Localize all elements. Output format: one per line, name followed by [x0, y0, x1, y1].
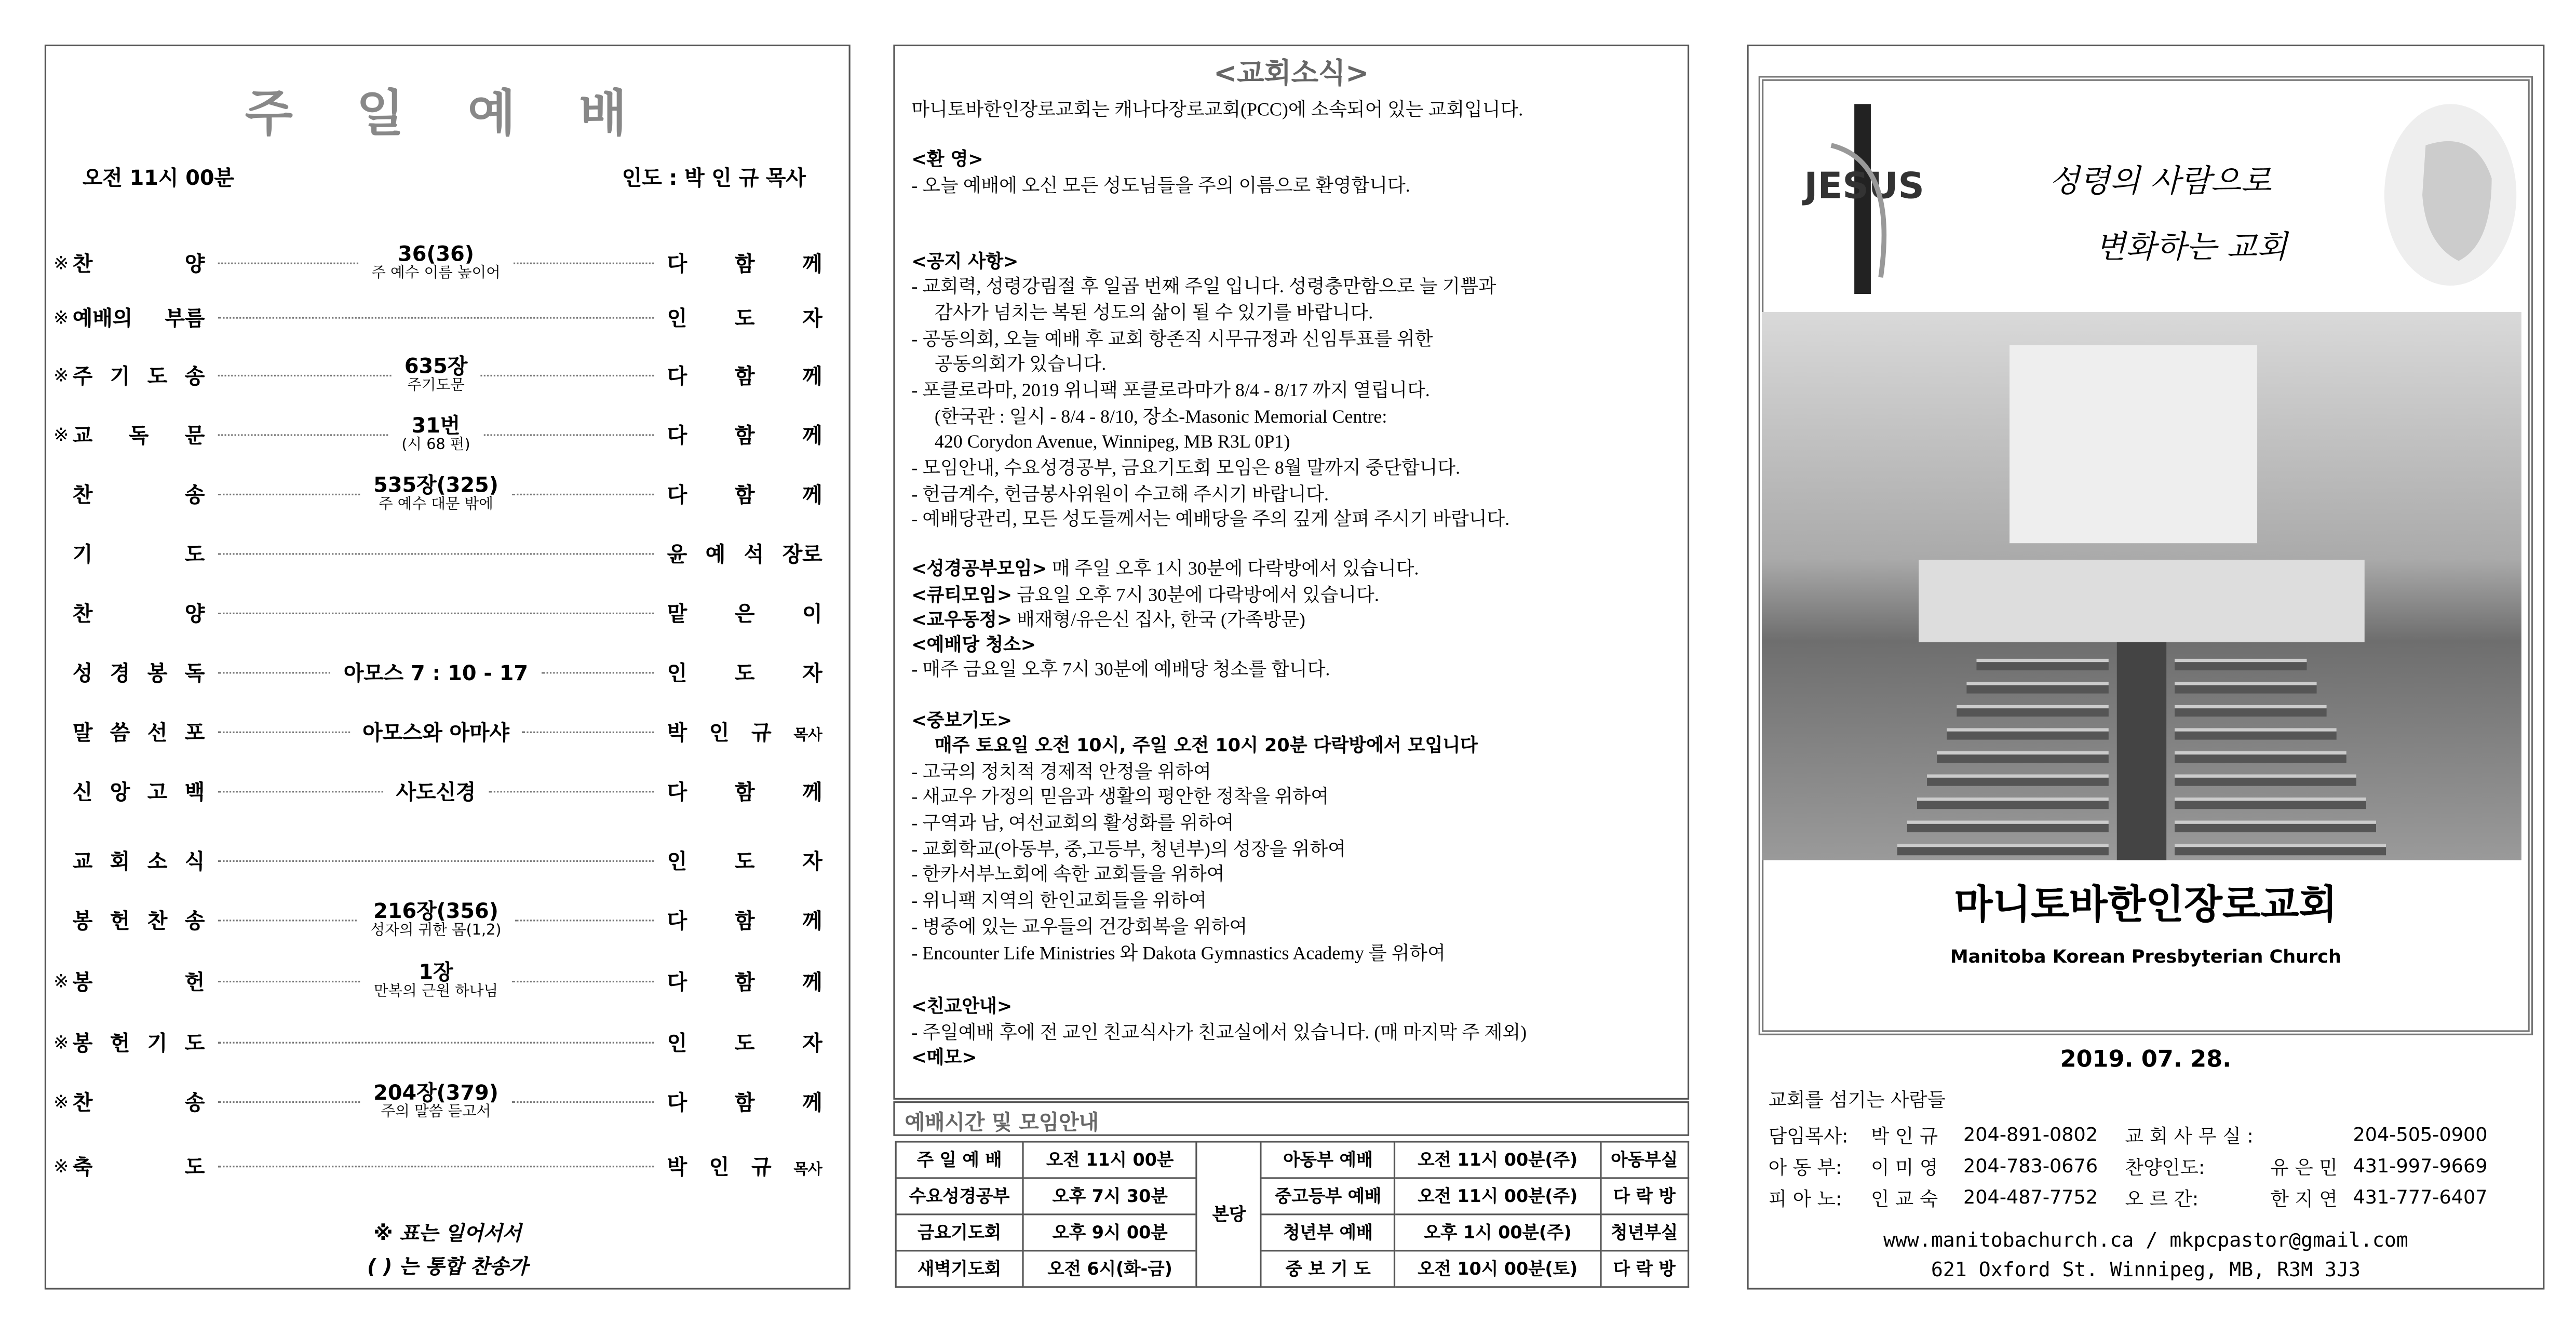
worship-item — [49, 895, 822, 944]
leader-title: 목사 — [793, 728, 822, 745]
worship-item-leader — [667, 598, 822, 627]
servants-title: 교회를 섬기는 사람들 — [1768, 1088, 1946, 1112]
servant-field: 찬양인도: — [2125, 1156, 2205, 1179]
leader-name: 다 함 께 — [667, 1089, 822, 1115]
news-line — [911, 609, 1305, 632]
schedule-name: 새벽기도회 — [896, 1251, 1023, 1287]
dotted-leader — [218, 1100, 360, 1102]
worship-item — [49, 529, 822, 578]
news-line — [911, 890, 1206, 913]
worship-item-sub: 주 예수 대문 밖에 — [379, 497, 493, 514]
schedule-name: 주 일 예 배 — [896, 1142, 1023, 1178]
dotted-leader — [218, 859, 654, 861]
leader-name: 다 함 께 — [667, 908, 822, 933]
servant-field: 담임목사: — [1768, 1124, 1849, 1148]
news-line — [935, 354, 1106, 377]
schedule-name: 수요성경공부 — [896, 1178, 1023, 1214]
schedule-dept: 청년부 예배 — [1261, 1214, 1395, 1251]
leader-name: 다 함 께 — [667, 363, 822, 388]
praying-hands-image — [2359, 96, 2516, 294]
servant-field: 204-505-0900 — [2353, 1123, 2488, 1146]
news-text: - 고국의 정치적 경제적 안정을 위하여 — [911, 763, 1211, 783]
leader-name: 박 인 규 — [667, 720, 772, 745]
news-line — [911, 251, 1018, 274]
footnote-standing: ※ 표는 일어서서 — [373, 1222, 522, 1245]
dotted-leader — [522, 731, 654, 732]
worship-item-detail — [373, 1080, 498, 1123]
pew — [1947, 728, 2109, 739]
news-text: - 공동의회, 오늘 예배 후 교회 항존직 시무규정과 신임투표를 위한 — [911, 330, 1433, 350]
news-text: - 교회력, 성령강림절 후 일곱 번째 주일 입니다. 성령충만함으로 늘 기쁨과 — [911, 277, 1496, 298]
news-text: - 한카서부노회에 속한 교회들을 위하여 — [911, 865, 1225, 885]
news-line — [911, 457, 1460, 481]
schedule-dept: 중고등부 예배 — [1261, 1178, 1395, 1214]
standing-mark-icon: ※ — [53, 306, 69, 328]
news-text: 감사가 넘치는 복된 성도의 삶이 될 수 있기를 바랍니다. — [934, 304, 1373, 324]
news-heading: <환 영> — [911, 148, 983, 170]
worship-item-leader — [667, 966, 822, 995]
schedule-room: 청년부실 — [1600, 1214, 1689, 1251]
dotted-leader — [218, 731, 349, 732]
news-text: (한국관 : 일시 - 8/4 - 8/10, 장소-Masonic Memorial Centre: — [934, 408, 1387, 428]
worship-item-leader — [667, 776, 822, 806]
dotted-leader — [218, 434, 388, 435]
news-line — [911, 99, 1523, 123]
news-line — [935, 406, 1387, 429]
schedule-title: 예배시간 및 모임안내 — [893, 1101, 1689, 1136]
standing-mark-icon: ※ — [53, 1155, 69, 1177]
news-line — [911, 863, 1224, 887]
worship-item-label: 교 회 소 식 — [72, 848, 205, 874]
slogan-line-1: 성령의 사람으로 — [2049, 163, 2272, 200]
leader-title: 목사 — [793, 1162, 822, 1179]
worship-item-sub: 성자의 귀한 몸(1,2) — [370, 923, 502, 940]
worship-item-label: 말 씀 선 포 — [72, 720, 205, 745]
worship-item-detail — [401, 413, 470, 456]
news-title: <교회소식> — [1213, 58, 1369, 91]
worship-item — [49, 835, 822, 885]
church-name: 마니토바한인장로교회 — [1954, 882, 2338, 928]
servant-field — [2271, 1123, 2353, 1149]
schedule-row — [896, 1251, 1688, 1287]
news-heading: <중보기도> — [911, 710, 1013, 732]
pew — [1927, 774, 2109, 786]
worship-item-leader — [667, 1086, 822, 1116]
schedule-time: 오전 11시 00분 — [1023, 1142, 1197, 1178]
news-line — [911, 813, 1234, 836]
schedule-dept: 아동부 예배 — [1261, 1142, 1395, 1178]
worship-item-main: 635장 — [404, 353, 468, 379]
leader-name: 인 도 자 — [667, 305, 822, 330]
worship-item-sub: 주의 말씀 듣고서 — [381, 1104, 491, 1122]
servant-row — [1769, 1123, 2527, 1149]
news-line — [911, 916, 1247, 940]
servant-row — [1769, 1154, 2527, 1181]
news-line — [935, 302, 1373, 326]
pew — [1897, 844, 2109, 855]
servant-field: 교 회 사 무 실 : — [2125, 1124, 2254, 1148]
pew — [2175, 682, 2316, 693]
worship-item-label: 찬 송 — [72, 1089, 205, 1115]
pew — [2175, 659, 2307, 670]
pew — [1917, 798, 2109, 809]
news-text: - 교회학교(아동부, 중,고등부, 청년부)의 성장을 위하여 — [911, 840, 1346, 860]
news-line — [911, 329, 1433, 352]
schedule-place: 본당 — [1197, 1142, 1261, 1287]
news-line — [911, 786, 1329, 809]
altar-platform — [1919, 560, 2365, 642]
schedule-room: 아동부실 — [1600, 1142, 1689, 1178]
worship-item — [49, 292, 822, 342]
worship-item-leader — [667, 717, 822, 746]
news-line — [911, 558, 1419, 582]
schedule-time: 오전 11시 00분(주) — [1395, 1178, 1600, 1214]
pew — [2175, 774, 2356, 786]
worship-item-leader — [667, 1027, 822, 1057]
worship-item-main: 216장(356) — [373, 898, 498, 923]
standing-mark-icon: ※ — [53, 364, 69, 386]
leader-name: 다 함 께 — [667, 969, 822, 994]
news-text: - 매주 금요일 오후 7시 30분에 예배당 청소를 합니다. — [911, 660, 1330, 681]
servant-field: 유 은 민 — [2270, 1156, 2338, 1179]
news-line — [911, 276, 1496, 299]
slogan-line-2: 변화하는 교회 — [2095, 229, 2287, 266]
worship-item-main: 36(36) — [398, 241, 475, 266]
news-line — [911, 634, 1036, 657]
worship-item — [49, 1017, 822, 1066]
news-text: - 예배당관리, 모든 성도들께서는 예배당을 주의 깊게 살펴 주시기 바랍니다. — [911, 510, 1510, 530]
worship-item-leader — [667, 905, 822, 935]
news-line — [911, 508, 1509, 532]
church-news-panel — [893, 45, 1689, 1100]
pew — [1907, 820, 2109, 832]
worship-item-leader — [667, 302, 822, 332]
dotted-leader — [218, 612, 654, 613]
worship-item-leader — [667, 1151, 822, 1180]
worship-item-sub: (시 68 편) — [401, 437, 470, 454]
news-line — [911, 761, 1211, 785]
worship-item-label: 찬 양 — [72, 251, 205, 276]
website-email[interactable]: www.manitobachurch.ca / mkpcpastor@gmail.com — [1883, 1228, 2408, 1252]
worship-item-leader — [667, 657, 822, 687]
dotted-leader — [218, 1041, 654, 1043]
news-text: - 헌금계수, 헌금봉사위원이 수고해 주시기 바랍니다. — [911, 485, 1329, 506]
servant-row — [1769, 1185, 2527, 1212]
pew — [2175, 705, 2327, 717]
worship-item-main: 31번 — [411, 413, 461, 438]
news-line — [911, 996, 1012, 1019]
schedule-name: 금요기도회 — [896, 1214, 1023, 1251]
worship-item-label: 봉 헌 찬 송 — [72, 908, 205, 933]
schedule-time: 오후 1시 00분(주) — [1395, 1214, 1600, 1251]
news-line — [911, 484, 1329, 507]
schedule-room: 다 락 방 — [1600, 1178, 1689, 1214]
worship-item-detail — [404, 354, 467, 397]
worship-item — [49, 588, 822, 637]
standing-mark-icon: ※ — [53, 1031, 69, 1053]
schedule-row — [896, 1142, 1688, 1178]
worship-item-label: 봉 헌 기 도 — [72, 1030, 205, 1056]
news-text: - 오늘 예배에 오신 모든 성도님들을 주의 이름으로 환영합니다. — [911, 177, 1410, 197]
news-line — [911, 659, 1330, 682]
news-text: 마니토바한인장로교회는 캐나다장로교회(PCC)에 소속되어 있는 교회입니다. — [911, 100, 1523, 121]
worship-item — [49, 766, 822, 816]
worship-leader: 인도 : 박 인 규 목사 — [622, 165, 806, 190]
dotted-leader — [489, 790, 654, 792]
worship-item-leader — [667, 538, 822, 568]
worship-item-leader — [667, 360, 822, 389]
servant-field: 박 인 규 — [1870, 1124, 1938, 1148]
worship-item-main: 535장(325) — [373, 472, 498, 497]
news-heading: <메모> — [911, 1047, 977, 1069]
sanctuary-photo — [1762, 312, 2521, 860]
news-text: 매 주일 오후 1시 30분에 다락방에서 있습니다. — [1047, 560, 1419, 580]
pew — [2175, 798, 2366, 809]
news-line — [911, 1022, 1527, 1045]
leader-name: 박 인 규 — [667, 1154, 772, 1179]
servant-field: 아 동 부: — [1768, 1156, 1842, 1179]
footnote-hymnal: ( ) 는 통합 찬송가 — [367, 1254, 528, 1278]
order-of-worship-panel — [45, 45, 851, 1290]
worship-title: 주 일 예 배 — [245, 86, 650, 144]
schedule-dept: 중 보 기 도 — [1261, 1251, 1395, 1287]
news-text: - 구역과 남, 여선교회의 활성화를 위하여 — [911, 814, 1234, 834]
worship-item — [49, 956, 822, 1005]
worship-item-leader — [667, 845, 822, 875]
news-text: - 모임안내, 수요성경공부, 금요기도회 모임은 8월 말까지 중단합니다. — [911, 459, 1461, 479]
worship-item-label: 교 독 문 — [72, 423, 205, 448]
worship-item-main: 아모스와 아마샤 — [362, 719, 509, 744]
schedule-time: 오전 6시(화-금) — [1023, 1251, 1197, 1287]
worship-time: 오전 11시 00분 — [83, 165, 234, 190]
schedule-row — [896, 1214, 1688, 1251]
worship-item-sub: 주 예수 이름 높이어 — [371, 265, 501, 282]
servant-field: 204-891-0802 — [1963, 1123, 2098, 1146]
pew — [1976, 659, 2108, 670]
worship-item — [49, 1141, 822, 1190]
worship-item-sub: 주기도문 — [407, 378, 465, 395]
worship-item — [49, 469, 822, 518]
dotted-leader — [218, 790, 383, 792]
dotted-leader — [218, 1165, 654, 1166]
dotted-leader — [511, 493, 654, 494]
church-name-en: Manitoba Korean Presbyterian Church — [1950, 946, 2341, 968]
logo-text: JESUS — [1804, 165, 1924, 207]
schedule-table — [895, 1141, 1690, 1288]
news-line — [911, 380, 1429, 403]
news-line — [911, 175, 1410, 198]
worship-item-sub: 만복의 근원 하나님 — [373, 984, 498, 1001]
dotted-leader — [511, 1100, 654, 1102]
worship-item-detail — [396, 778, 476, 803]
servant-field: 204-487-7752 — [1963, 1185, 2098, 1209]
news-text: - 새교우 가정의 믿음과 생활의 평안한 정착을 위하여 — [911, 787, 1329, 808]
sanctuary-wall — [2009, 345, 2257, 544]
worship-item-main: 204장(379) — [373, 1079, 498, 1105]
pew — [1966, 682, 2108, 693]
worship-item-main: 1장 — [419, 959, 453, 984]
news-line — [911, 710, 1012, 733]
dotted-leader — [218, 374, 392, 375]
news-heading: <공지 사항> — [911, 251, 1019, 273]
news-heading: 매주 토요일 오전 10시, 주일 오전 10시 20분 다락방에서 모입니다 — [934, 735, 1478, 756]
pew — [2175, 728, 2337, 739]
dotted-leader — [218, 980, 361, 981]
news-text: - 위니팩 지역의 한인교회들을 위하여 — [911, 891, 1207, 912]
servant-field: 오 르 간: — [2125, 1187, 2199, 1210]
worship-item-label: 신 앙 고 백 — [72, 779, 205, 804]
standing-mark-icon: ※ — [53, 1090, 69, 1112]
church-address: 621 Oxford St. Winnipeg, MB, R3M 3J3 — [1931, 1258, 2361, 1281]
news-heading: <큐티모임> — [911, 584, 1013, 606]
leader-name: 인 도 자 — [667, 848, 822, 874]
news-line — [911, 1047, 977, 1070]
dotted-leader — [514, 262, 654, 263]
dotted-leader — [218, 552, 654, 554]
worship-item-detail — [344, 659, 528, 684]
dotted-leader — [218, 316, 654, 318]
news-text: - 포클로라마, 2019 위니팩 포클로라마가 8/4 - 8/17 까지 열립니다. — [911, 381, 1430, 401]
leader-name: 다 함 께 — [667, 423, 822, 448]
worship-item — [49, 238, 822, 287]
worship-item-main: 사도신경 — [396, 778, 476, 804]
servant-field: 이 미 영 — [1870, 1156, 1938, 1179]
servant-field: 431-997-9669 — [2353, 1154, 2488, 1178]
leader-name: 다 함 께 — [667, 779, 822, 804]
servant-field: 인 교 숙 — [1870, 1187, 1938, 1210]
news-text: - 주일예배 후에 전 교인 친교식사가 친교실에서 있습니다. (매 마지막 주 제외) — [911, 1023, 1527, 1044]
news-text: - 병중에 있는 교우들의 건강회복을 위하여 — [911, 918, 1248, 938]
dotted-leader — [483, 434, 654, 435]
dotted-leader — [515, 919, 654, 921]
worship-item-leader — [667, 420, 822, 449]
news-heading: <예배당 청소> — [911, 634, 1036, 656]
news-heading: <친교안내> — [911, 995, 1013, 1017]
worship-item — [49, 1076, 822, 1126]
standing-mark-icon: ※ — [53, 970, 69, 992]
cover-panel — [1747, 45, 2544, 1290]
worship-item-label: 주 기 도 송 — [72, 363, 205, 388]
pew — [2175, 751, 2346, 763]
news-line — [911, 148, 983, 172]
news-line — [935, 735, 1478, 758]
dotted-leader — [218, 671, 331, 673]
standing-mark-icon: ※ — [53, 251, 69, 274]
dotted-leader — [218, 262, 358, 263]
news-text: 배재형/유은신 집사, 한국 (가족방문) — [1012, 611, 1305, 631]
news-line — [911, 839, 1346, 862]
center-aisle — [2117, 642, 2166, 860]
servant-field: 한 지 연 — [2270, 1187, 2338, 1210]
worship-item-label: 봉 헌 — [72, 969, 205, 994]
leader-name: 인 도 자 — [667, 1030, 822, 1056]
worship-item-detail — [371, 241, 500, 284]
worship-item-label: 찬 송 — [72, 482, 205, 507]
leader-name: 윤 예 석 장로 — [667, 542, 822, 566]
leader-name: 인 도 자 — [667, 660, 822, 685]
schedule-time: 오후 7시 30분 — [1023, 1178, 1197, 1214]
worship-item — [49, 410, 822, 459]
dotted-leader — [218, 919, 357, 921]
schedule-time: 오후 9시 00분 — [1023, 1214, 1197, 1251]
schedule-room: 다 락 방 — [1600, 1251, 1689, 1287]
servant-field: 204-783-0676 — [1963, 1154, 2098, 1178]
leader-name: 다 함 께 — [667, 482, 822, 507]
leader-name: 맡 은 이 — [667, 601, 822, 626]
worship-item-main: 아모스 7 : 10 - 17 — [343, 659, 529, 685]
news-text: 공동의회가 있습니다. — [934, 355, 1107, 375]
worship-item-leader — [667, 248, 822, 277]
worship-item-label: 찬 양 — [72, 601, 205, 626]
pew — [1957, 705, 2109, 717]
worship-item-label: 축 도 — [72, 1154, 205, 1179]
worship-item — [49, 350, 822, 399]
news-line — [935, 431, 1290, 454]
standing-mark-icon: ※ — [53, 423, 69, 445]
news-text: 420 Corydon Avenue, Winnipeg, MB R3L 0P1) — [934, 433, 1290, 453]
pew — [2175, 820, 2376, 832]
worship-item-detail — [374, 960, 498, 1003]
worship-item-label: 성 경 봉 독 — [72, 660, 205, 685]
leader-name: 다 함 께 — [667, 251, 822, 276]
pew — [2175, 844, 2386, 855]
pew — [1937, 751, 2109, 763]
dotted-leader — [542, 671, 654, 673]
schedule-row — [896, 1178, 1688, 1214]
worship-item-detail — [371, 898, 502, 941]
bulletin-date: 2019. 07. 28. — [2060, 1047, 2232, 1073]
schedule-time: 오전 11시 00분(주) — [1395, 1142, 1600, 1178]
worship-item-label: 예배의 부름 — [72, 305, 205, 330]
worship-item — [49, 707, 822, 756]
worship-item-leader — [667, 479, 822, 508]
worship-item-label: 기 도 — [72, 542, 205, 566]
dotted-leader — [481, 374, 654, 375]
worship-item-detail — [362, 719, 509, 744]
dotted-leader — [511, 980, 654, 981]
news-line — [911, 585, 1379, 608]
news-heading: <성경공부모임> — [911, 558, 1047, 580]
servant-field: 피 아 노: — [1768, 1187, 1842, 1210]
jesus-cross-logo — [1798, 96, 1930, 302]
news-text: 금요일 오후 7시 30분에 다락방에서 있습니다. — [1012, 586, 1379, 606]
news-heading: <교우동정> — [911, 609, 1013, 631]
schedule-time: 오전 10시 00분(토) — [1395, 1251, 1600, 1287]
worship-item — [49, 647, 822, 697]
servant-field: 431-777-6407 — [2353, 1185, 2488, 1209]
dotted-leader — [218, 493, 360, 494]
news-text: - Encounter Life Ministries 와 Dakota Gymnastics Academy 를 위하여 — [911, 944, 1446, 965]
news-line — [911, 943, 1446, 966]
worship-item-detail — [373, 472, 498, 515]
